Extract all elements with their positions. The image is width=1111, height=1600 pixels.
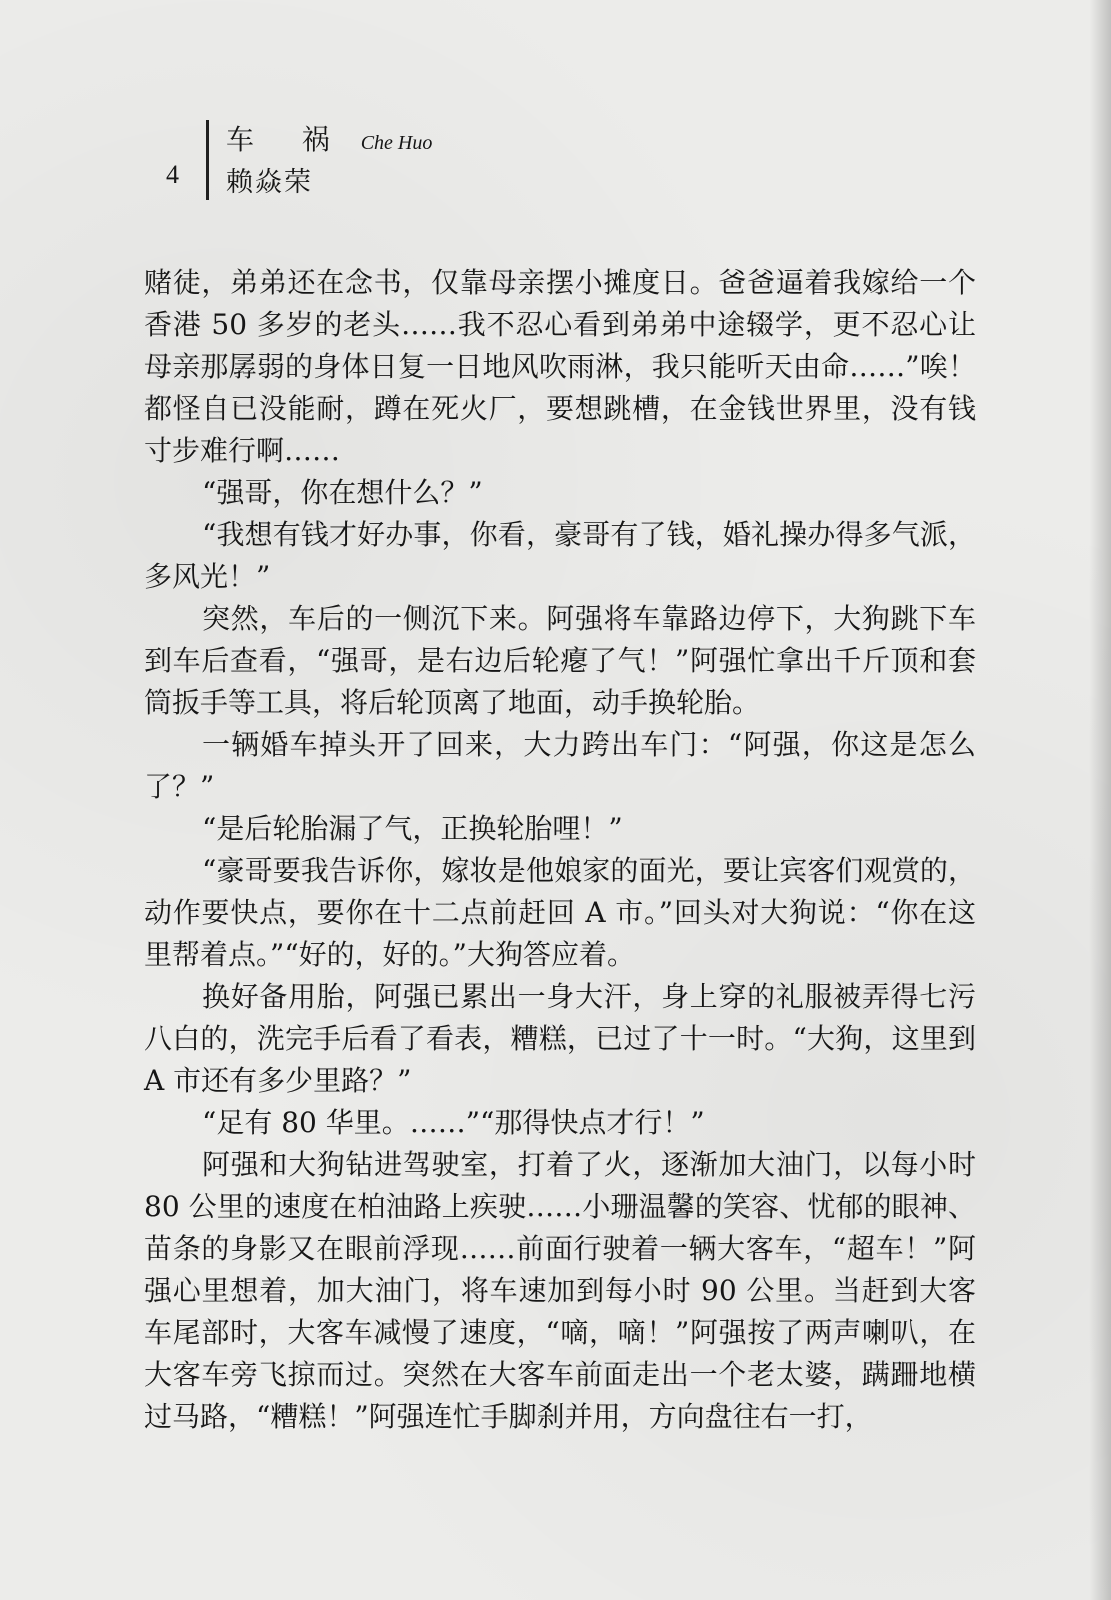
paragraph: “我想有钱才好办事，你看，豪哥有了钱，婚礼操办得多气派，多风光！” (144, 518, 976, 593)
page-binding-shadow (1089, 0, 1111, 1600)
running-header (160, 116, 560, 206)
paragraph: 赌徒，弟弟还在念书，仅靠母亲摆小摊度日。爸爸逼着我嫁给一个香港 50 多岁的老头……我不忍心看到弟弟中途辍学，更不忍心让母亲那孱弱的身体日复一日地风吹雨淋，我只能听天由命……”唉！都怪自已没能耐，蹲在死火厂，要想跳槽，在金钱世界里，没有钱寸步难行啊…… (144, 266, 976, 467)
paragraph: 突然，车后的一侧沉下来。阿强将车靠路边停下，大狗跳下车到车后查看，“强哥，是右边后轮瘪了气！”阿强忙拿出千斤顶和套筒扳手等工具，将后轮顶离了地面，动手换轮胎。 (144, 602, 976, 719)
paragraph: 阿强和大狗钻进驾驶室，打着了火，逐渐加大油门，以每小时 80 公里的速度在柏油路上疾驶……小珊温馨的笑容、忧郁的眼神、苗条的身影又在眼前浮现……前面行驶着一辆大客车，“超车！”阿强心里想着，加大油门，将车速加到每小时 90 公里。当赶到大客车尾部时，大客车减慢了速度，“嘀，嘀！”阿强按了两声喇叭，在大客车旁飞掠而过。突然在大客车前面走出一个老太婆，蹒跚地横过马路，“糟糕！”阿强连忙手脚刹并用，方向盘往右一打， (144, 1148, 976, 1433)
body-text (144, 262, 976, 1438)
author-name: 赖焱荣 (226, 167, 313, 198)
chapter-title-pinyin: Che Huo (360, 132, 433, 154)
paragraph: 一辆婚车掉头开了回来，大力跨出车门：“阿强，你这是怎么了？” (144, 728, 976, 803)
paragraph: “豪哥要我告诉你，嫁妆是他娘家的面光，要让宾客们观赏的，动作要快点，要你在十二点前赶回 A 市。”回头对大狗说：“你在这里帮着点。”“好的，好的。”大狗答应着。 (144, 854, 976, 971)
paragraph: “足有 80 华里。……”“那得快点才行！” (202, 1106, 705, 1139)
paragraph: 换好备用胎，阿强已累出一身大汗，身上穿的礼服被弄得七污八白的，洗完手后看了看表，糟糕，已过了十一时。“大狗，这里到 A 市还有多少里路？” (144, 980, 976, 1097)
paragraph: “是后轮胎漏了气，正换轮胎哩！” (202, 812, 623, 845)
page-number: 4 (166, 160, 179, 189)
header-divider (206, 120, 209, 200)
paragraph: “强哥，你在想什么？” (202, 476, 483, 509)
chapter-title-cn: 车 祸 (226, 123, 340, 156)
chapter-title (226, 118, 432, 158)
